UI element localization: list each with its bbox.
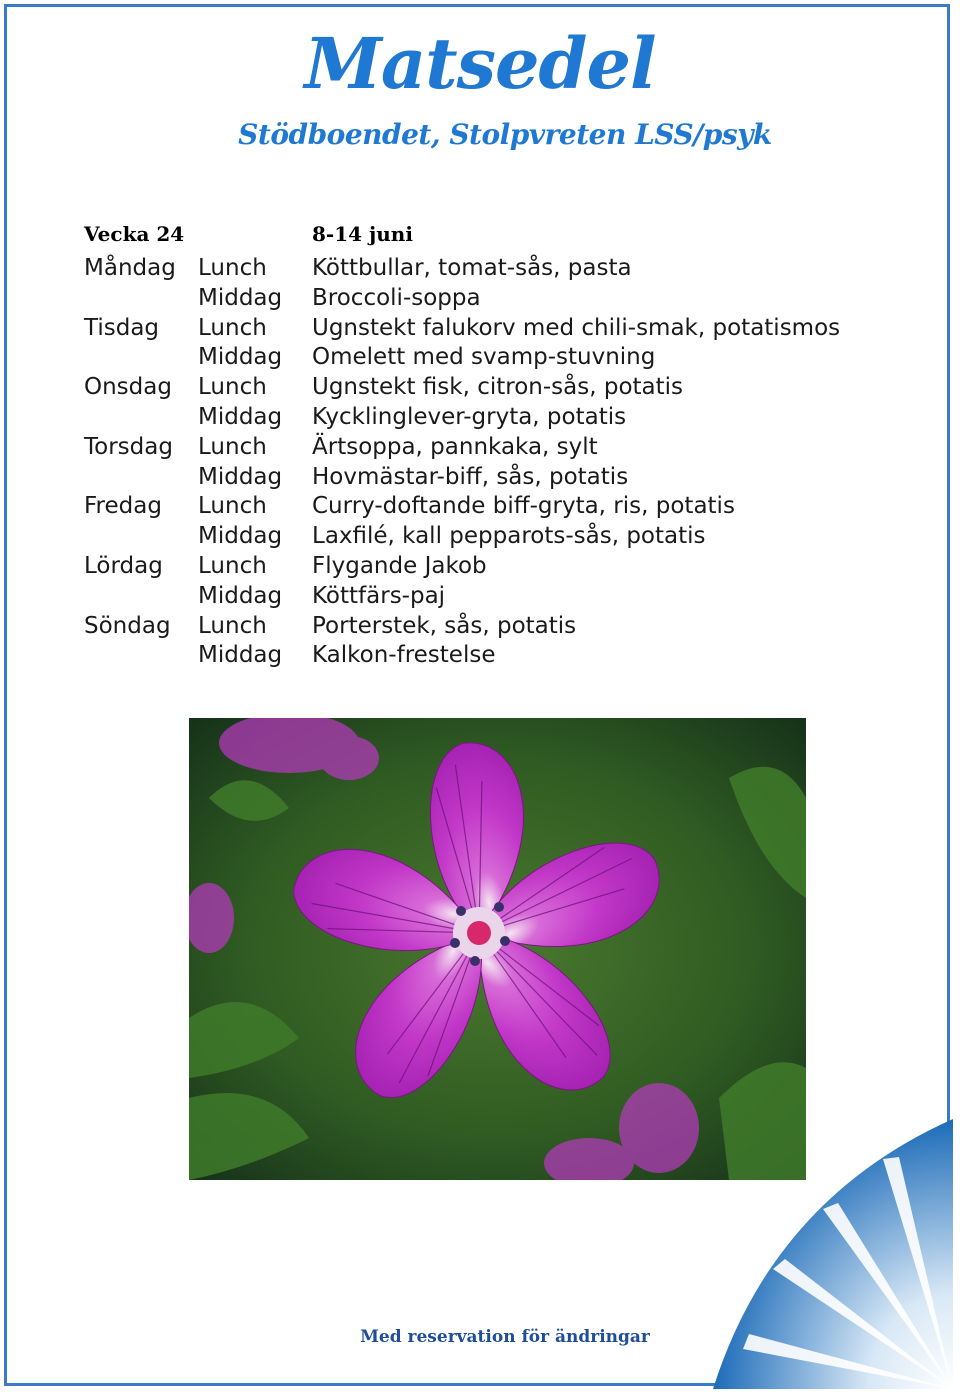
menu-row — [84, 552, 904, 582]
week-dates: 8-14 juni — [312, 222, 413, 246]
menu-meal: Middag — [198, 284, 283, 311]
menu-meal: Lunch — [198, 374, 267, 401]
week-header — [84, 222, 684, 250]
menu-row — [84, 343, 904, 373]
menu-dish: Ärtsoppa, pannkaka, sylt — [312, 433, 598, 460]
menu-meal: Middag — [198, 523, 283, 550]
menu-day: Torsdag — [84, 433, 173, 460]
menu-day: Tisdag — [84, 314, 160, 341]
menu-meal: Lunch — [198, 612, 267, 639]
menu-dish: Kycklinglever-gryta, potatis — [312, 403, 627, 430]
menu-row — [84, 314, 904, 344]
menu-dish: Kalkon-frestelse — [312, 642, 496, 669]
menu-meal: Middag — [198, 463, 283, 490]
menu-dish: Porterstek, sås, potatis — [312, 612, 577, 639]
menu-row — [84, 582, 904, 612]
menu-meal: Lunch — [198, 314, 267, 341]
menu-row — [84, 641, 904, 671]
menu-day: Lördag — [84, 552, 163, 579]
menu-dish: Ugnstekt fisk, citron-sås, potatis — [312, 374, 684, 401]
menu-dish: Flygande Jakob — [312, 552, 487, 579]
menu-row — [84, 403, 904, 433]
menu-row — [84, 284, 904, 314]
page-title: Matsedel — [304, 22, 656, 105]
menu-row — [84, 522, 904, 552]
menu-row — [84, 463, 904, 493]
menu-meal: Middag — [198, 344, 283, 371]
menu-row — [84, 612, 904, 642]
menu-row — [84, 254, 904, 284]
blue-sunburst-logo — [713, 1119, 953, 1389]
menu-dish: Curry-doftande biff-gryta, ris, potatis — [312, 493, 735, 520]
menu-dish: Ugnstekt falukorv med chili-smak, potatismos — [312, 314, 841, 341]
menu-meal: Middag — [198, 403, 283, 430]
menu-meal: Lunch — [198, 255, 267, 281]
menu-dish: Köttbullar, tomat-sås, pasta — [312, 255, 632, 281]
menu-dish: Köttfärs-paj — [312, 582, 446, 609]
menu-day: Fredag — [84, 493, 162, 520]
menu-meal: Lunch — [198, 433, 267, 460]
menu-dish: Laxfilé, kall pepparots-sås, potatis — [312, 523, 706, 550]
menu-meal: Middag — [198, 642, 283, 669]
menu-dish: Hovmästar-biff, sås, potatis — [312, 463, 629, 490]
menu-row — [84, 433, 904, 463]
menu-day: Söndag — [84, 612, 171, 639]
menu-row — [84, 373, 904, 403]
menu-dish: Broccoli-soppa — [312, 284, 481, 311]
menu-dish: Omelett med svamp-stuvning — [312, 344, 656, 371]
geranium-flower-photo — [189, 718, 806, 1180]
menu-table — [84, 254, 904, 671]
menu-meal: Middag — [198, 582, 283, 609]
menu-meal: Lunch — [198, 552, 267, 579]
week-label: Vecka 24 — [84, 222, 185, 246]
menu-row — [84, 492, 904, 522]
footer-note: Med reservation för ändringar — [360, 1327, 650, 1347]
menu-day: Onsdag — [84, 374, 172, 401]
page-subtitle: Stödboendet, Stolpvreten LSS/psyk — [238, 118, 772, 151]
menu-meal: Lunch — [198, 493, 267, 520]
menu-day: Måndag — [84, 255, 176, 281]
